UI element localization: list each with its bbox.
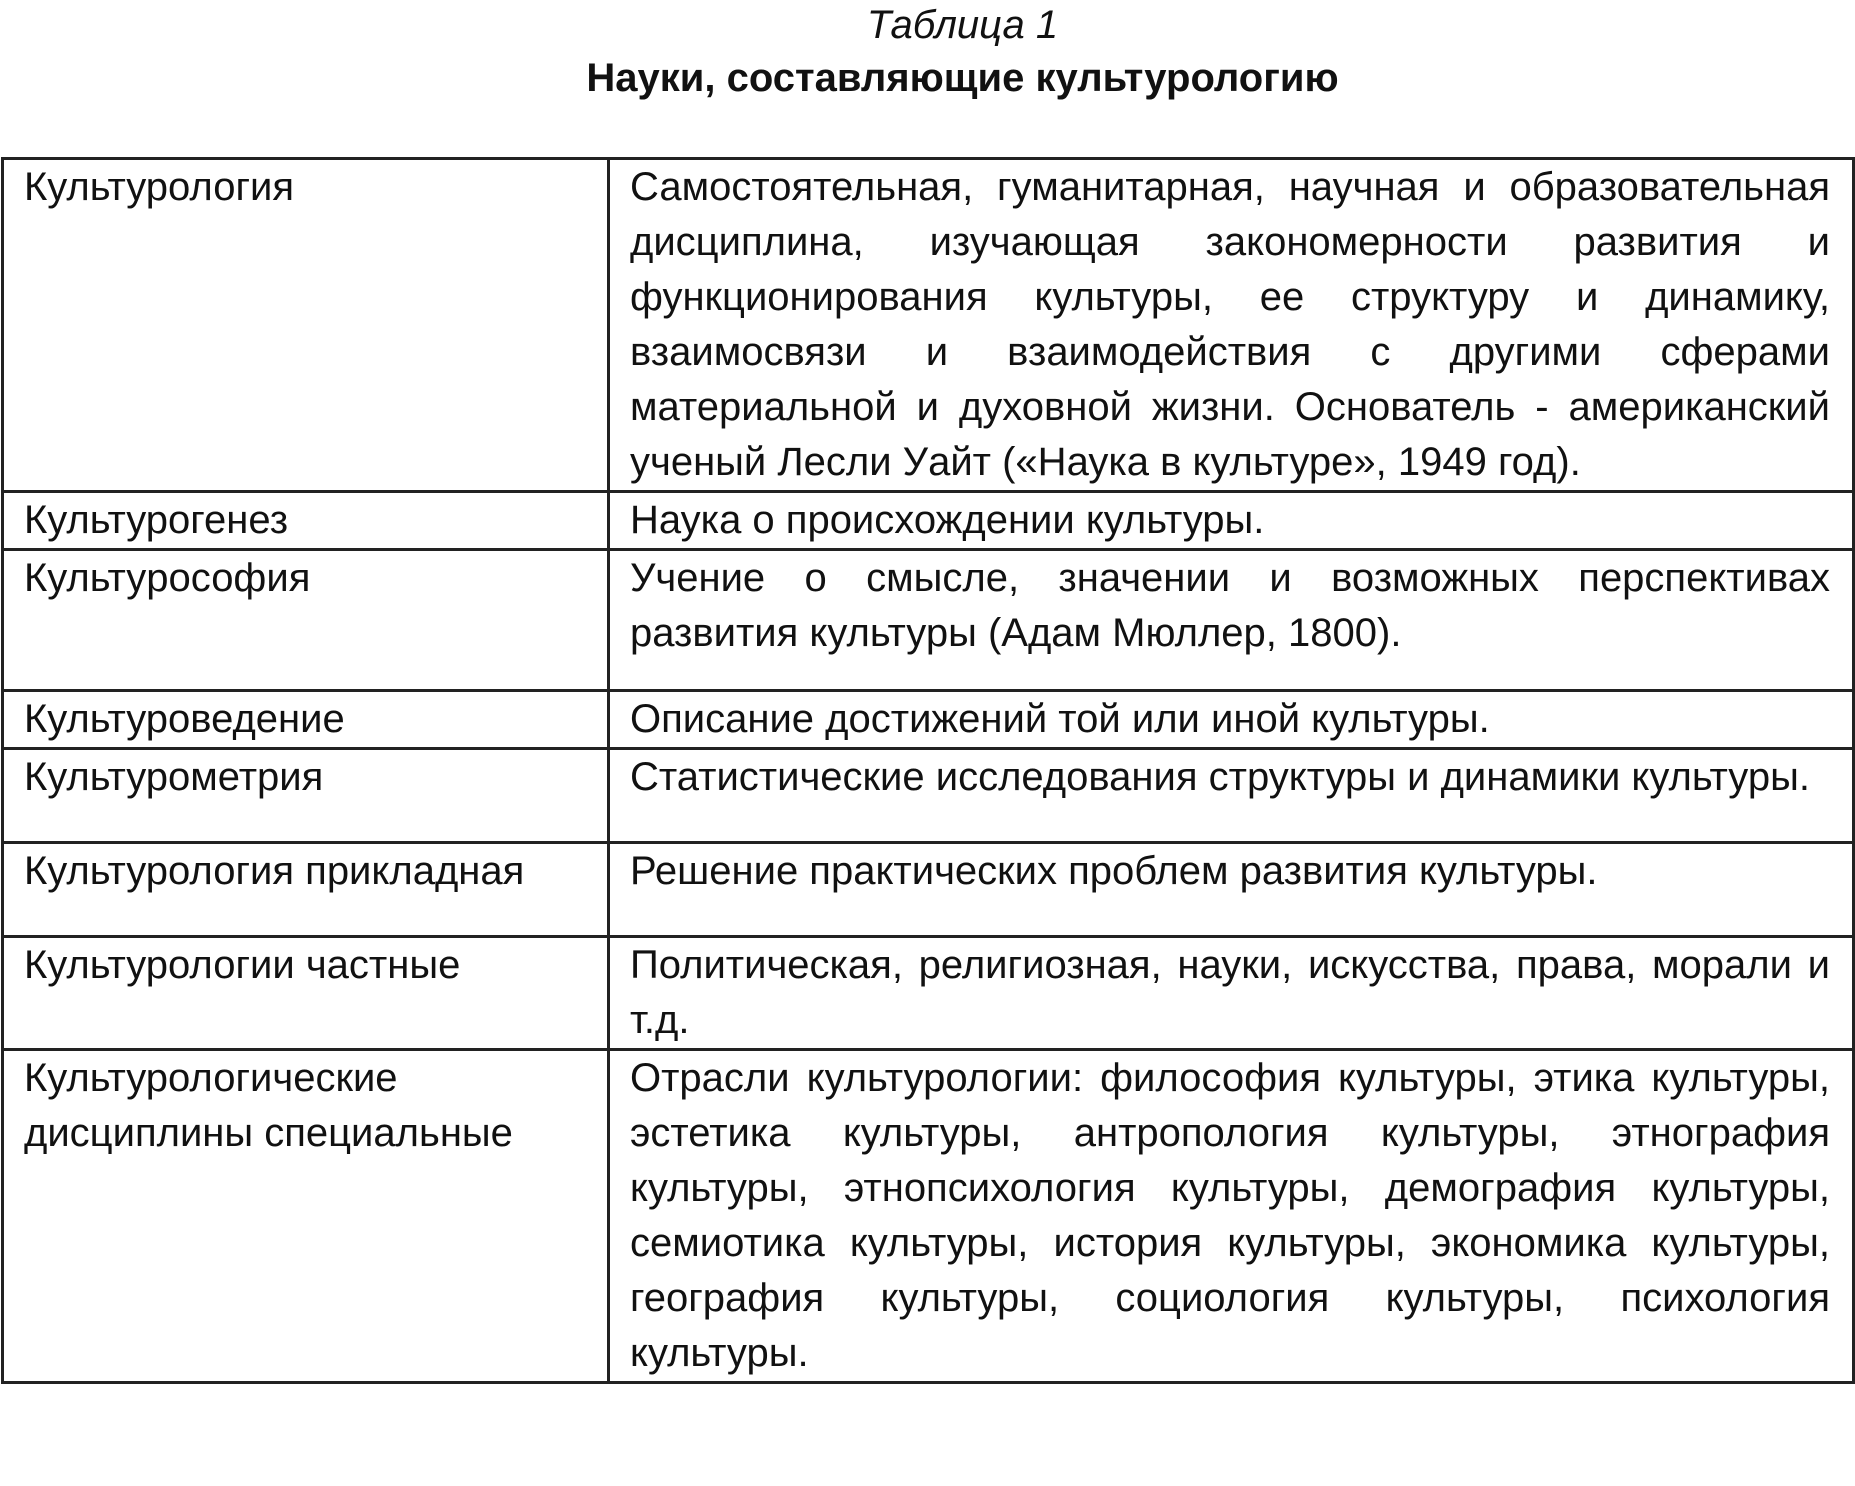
table-row	[3, 691, 1854, 749]
row-definition: Учение о смысле, значении и возможных перспективах развития культуры (Адам Мюллер, 1800).	[609, 550, 1854, 691]
table-row	[3, 159, 1854, 492]
table-row	[3, 550, 1854, 691]
table-caption: Таблица 1	[866, 3, 1059, 47]
row-definition: Политическая, религиозная, науки, искусства, права, морали и т.д.	[609, 937, 1854, 1050]
row-definition: Описание достижений той или иной культуры.	[609, 691, 1854, 749]
row-term: Культурометрия	[3, 749, 609, 843]
row-definition: Наука о происхождении культуры.	[609, 492, 1854, 550]
row-term: Культурология	[3, 159, 609, 492]
table-row	[3, 492, 1854, 550]
row-term: Культуроведение	[3, 691, 609, 749]
row-term: Культурогенез	[3, 492, 609, 550]
row-term: Культурологии частные	[3, 937, 609, 1050]
table-row	[3, 843, 1854, 937]
table-row	[3, 937, 1854, 1050]
row-definition: Статистические исследования структуры и динамики культуры.	[609, 749, 1854, 843]
row-definition: Отрасли культурологии: философия культуры, этика культуры, эстетика культуры, антропология культуры, этнография культуры, этнопсихология культуры, демография культуры, семиотика культуры, история культуры, экономика культуры, география культуры, социология культуры, психология культуры.	[609, 1050, 1854, 1383]
row-definition: Самостоятельная, гуманитарная, научная и образовательная дисциплина, изучающая закономерности развития и функционирования культуры, ее структуру и динамику, взаимосвязи и взаимодействия с другими сферами материальной и духовной жизни. Основатель - американский ученый Лесли Уайт («Наука в культуре», 1949 год).	[609, 159, 1854, 492]
row-term: Культуpoсофия	[3, 550, 609, 691]
sciences-table	[1, 157, 1855, 1384]
row-term: Культурология прикладная	[3, 843, 609, 937]
table-title: Науки, составляющие культурологию	[586, 56, 1339, 100]
row-term: Культурологические дисциплины специальные	[3, 1050, 609, 1383]
row-definition: Решение практических проблем развития культуры.	[609, 843, 1854, 937]
table-row	[3, 1050, 1854, 1383]
table-row	[3, 749, 1854, 843]
